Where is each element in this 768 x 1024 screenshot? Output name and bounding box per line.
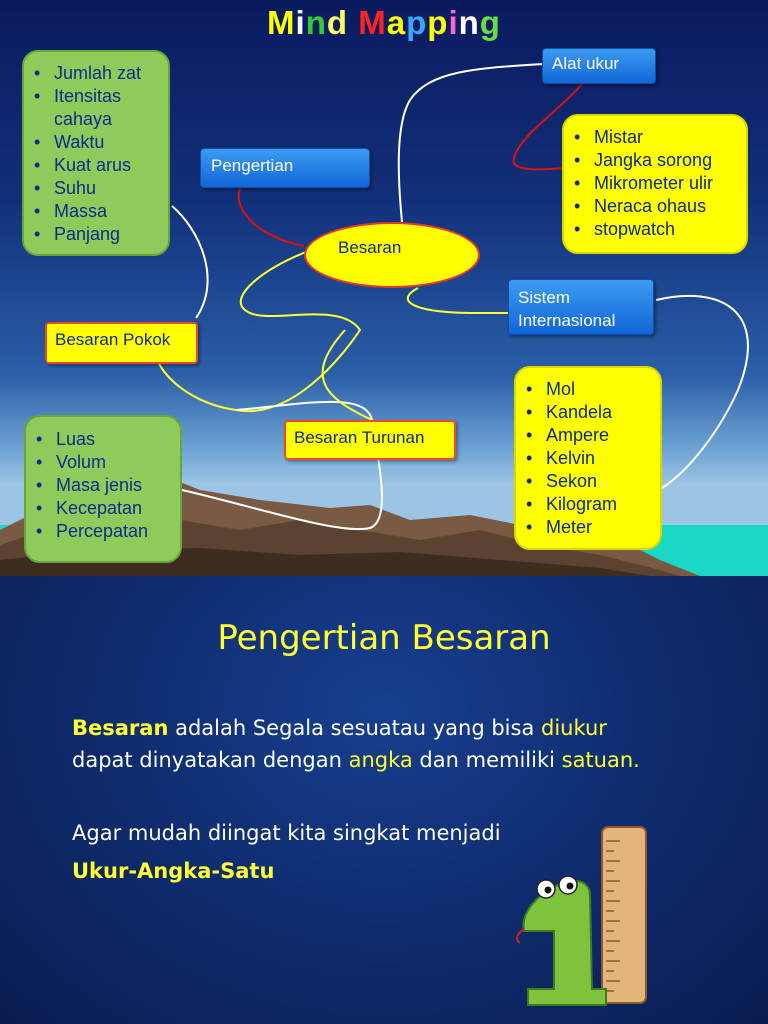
list-item: • Kuat arus — [24, 154, 168, 177]
list-item: • Volum — [26, 451, 180, 474]
title-letter — [348, 4, 358, 42]
list-item: • Jumlah zat — [24, 62, 168, 85]
list-item: • Mol — [516, 378, 660, 401]
ruler-number-one-illustration — [510, 821, 650, 1011]
list-item: • Itensitas cahaya — [24, 85, 168, 131]
mnemonic-phrase: Ukur-Angka-Satu — [72, 859, 275, 883]
list-item: • Kandela — [516, 401, 660, 424]
list-item: • Neraca ohaus — [564, 195, 746, 218]
besaran-turunan-list — [26, 428, 180, 543]
alat-ukur-list — [564, 126, 746, 241]
list-item: • Percepatan — [26, 520, 180, 543]
definition-line-1 — [72, 716, 607, 740]
alat-ukur-label: Alat ukur — [552, 54, 620, 73]
list-item: • Masa jenis — [26, 474, 180, 497]
list-item: • Luas — [26, 428, 180, 451]
title-letter: d — [326, 4, 349, 41]
title-letter: i — [448, 4, 459, 41]
besaran-pokok-node — [45, 322, 198, 364]
list-item: • Kelvin — [516, 447, 660, 470]
satuan-si-list — [516, 378, 660, 539]
satuan-si-list-box — [514, 366, 662, 550]
mnemonic-intro: Agar mudah diingat kita singkat menjadi — [72, 821, 501, 845]
list-item: • Kilogram — [516, 493, 660, 516]
alat-ukur-node — [542, 48, 656, 84]
list-item: • Suhu — [24, 177, 168, 200]
title-letter: n — [458, 4, 480, 41]
list-item: • Ampere — [516, 424, 660, 447]
besaran-central-node — [304, 222, 480, 288]
besaran-pokok-list — [24, 62, 168, 246]
list-item: • Mistar — [564, 126, 746, 149]
term-besaran: Besaran — [72, 716, 169, 740]
besaran-label: Besaran — [338, 238, 402, 257]
definition-text-1: adalah Segala sesuatau yang bisa — [168, 716, 541, 740]
list-item: • Sekon — [516, 470, 660, 493]
list-item: • Panjang — [24, 223, 168, 246]
list-item: • Kecepatan — [26, 497, 180, 520]
pengertian-node — [200, 148, 370, 188]
title-letter: p — [406, 4, 428, 41]
list-item: • stopwatch — [564, 218, 746, 241]
title-letter: i — [295, 4, 306, 41]
definition-text-2: dapat dinyatakan dengan — [72, 748, 349, 772]
list-item: • Meter — [516, 516, 660, 539]
list-item: • Mikrometer ulir — [564, 172, 746, 195]
besaran-pokok-label: Besaran Pokok — [55, 330, 171, 349]
title-letter: a — [386, 4, 407, 41]
list-item: • Jangka sorong — [564, 149, 746, 172]
pengertian-besaran-slide — [0, 576, 768, 1024]
besaran-turunan-list-box — [24, 415, 182, 563]
title-letter: M — [358, 4, 387, 41]
keyword-angka: angka — [348, 748, 413, 772]
title-letter: n — [305, 4, 327, 41]
definition-line-2 — [72, 748, 640, 772]
slide-title: Pengertian Besaran — [217, 618, 551, 658]
besaran-turunan-node — [284, 420, 456, 460]
title-letter: p — [427, 4, 449, 41]
alat-ukur-list-box — [562, 114, 748, 254]
pengertian-label: Pengertian — [211, 156, 294, 175]
list-item: • Massa — [24, 200, 168, 223]
definition-text-3: dan memiliki — [412, 748, 562, 772]
title-letter: g — [479, 4, 501, 41]
keyword-satuan: satuan. — [561, 748, 640, 772]
besaran-turunan-label: Besaran Turunan — [294, 428, 425, 447]
mind-mapping-title — [0, 4, 768, 42]
sistem-internasional-node — [508, 279, 654, 335]
title-letter: M — [267, 4, 296, 41]
list-item: • Waktu — [24, 131, 168, 154]
sistem-internasional-label: Sistem Internasional — [518, 288, 616, 330]
besaran-pokok-list-box — [22, 50, 170, 256]
keyword-diukur: diukur — [541, 716, 607, 740]
